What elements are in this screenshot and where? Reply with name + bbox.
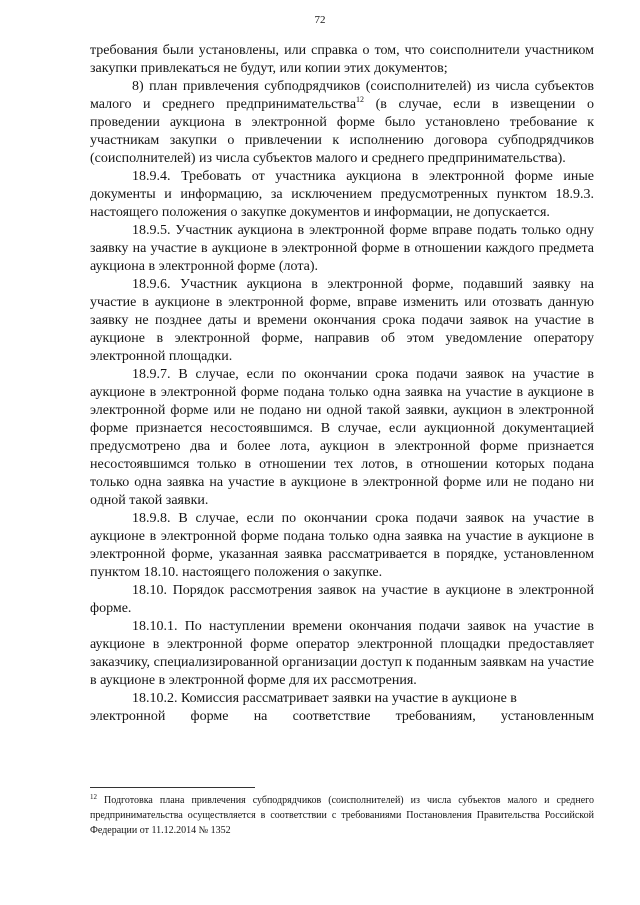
word: соответствие xyxy=(292,709,371,724)
paragraph xyxy=(90,78,594,168)
paragraph: 18.10.1. По наступлении времени окончания подачи заявок на участие в аукционе в электронной форме оператор электронной площадки предоставляет заказчику, специализированной организации доступ к поданным заявкам на участие в аукционе в электронной форме для их рассмотрения. xyxy=(90,619,594,688)
paragraph: 18.9.6. Участник аукциона в электронной форме, подавший заявку на участие в аукционе в электронной форме, вправе изменить или отозвать данную заявку не позднее даты и времени окончания срока подачи заявок на участие в аукционе в электронной форме, направив об этом уведомление оператору электронной площадки. xyxy=(90,277,594,364)
footnote-number: 12 xyxy=(90,793,97,801)
paragraph: 18.9.8. В случае, если по окончании срока подачи заявок на участие в аукционе в электронной форме подана только одна заявка на участие в аукционе в электронной форме, указанная заявка рассматривается в порядке, установленном пунктом 18.10. настоящего положения о закупке. xyxy=(90,511,594,580)
footnote-text: Подготовка плана привлечения субподрядчиков (соисполнителей) из числа субъектов малого и среднего предпринимательства осуществляется в соответствии с требованиями Постановления Правительства Российской Федерации от 11.12.2014 № 1352 xyxy=(90,795,594,836)
word: электронной xyxy=(90,709,166,724)
word: на xyxy=(253,709,268,724)
footnote-separator xyxy=(90,787,255,788)
paragraph: 18.10.2. Комиссия рассматривает заявки на участие в аукционе в xyxy=(132,691,517,706)
paragraph-text: 8) план привлечения субподрядчиков (соисполнителей) из числа субъектов малого и среднего предпринимательства xyxy=(90,79,594,112)
paragraph: 18.9.7. В случае, если по окончании срока подачи заявок на участие в аукционе в электронной форме подана только одна заявка на участие в аукционе в электронной форме или не подано ни одной такой заявки, аукцион в электронной форме признается несостоявшимся. В случае, если аукционной документацией предусмотрено два и более лота, аукцион в электронной форме признается несостоявшимся только в отношении тех лотов, в отношении которых подана только одна заявка на участие в аукционе в электронной форме или не подано ни одной такой заявки. xyxy=(90,367,594,508)
paragraph-text: (в случае, если в извещении о проведении аукциона в электронной форме было установлено требование к участникам закупки о привлечении к исполнению договора субподрядчиков (соисполнителей) из числа субъектов малого и среднего предпринимательства). xyxy=(90,97,594,166)
paragraph-continuation xyxy=(90,708,594,726)
paragraph: 18.9.5. Участник аукциона в электронной форме вправе подать только одну заявку на участие в аукционе в электронной форме в отношении каждого предмета аукциона в электронной форме (лота). xyxy=(90,223,594,274)
paragraph: требования были установлены, или справка о том, что соисполнители участником закупки привлекаться не будут, или копии этих документов; xyxy=(90,43,594,76)
footnote-reference[interactable]: 12 xyxy=(356,95,365,104)
footnote xyxy=(90,793,594,838)
word: требованиям, xyxy=(395,709,476,724)
body-text xyxy=(90,42,594,726)
paragraph: 18.9.4. Требовать от участника аукциона в электронной форме иные документы и информацию, за исключением предусмотренных пунктом 18.9.3. настоящего положения о закупке документов и информации, не допускается. xyxy=(90,169,594,220)
page-number: 72 xyxy=(314,14,326,26)
paragraph: 18.10. Порядок рассмотрения заявок на участие в аукционе в электронной форме. xyxy=(90,583,594,616)
word: установленным xyxy=(500,709,594,724)
word: форме xyxy=(190,709,229,724)
